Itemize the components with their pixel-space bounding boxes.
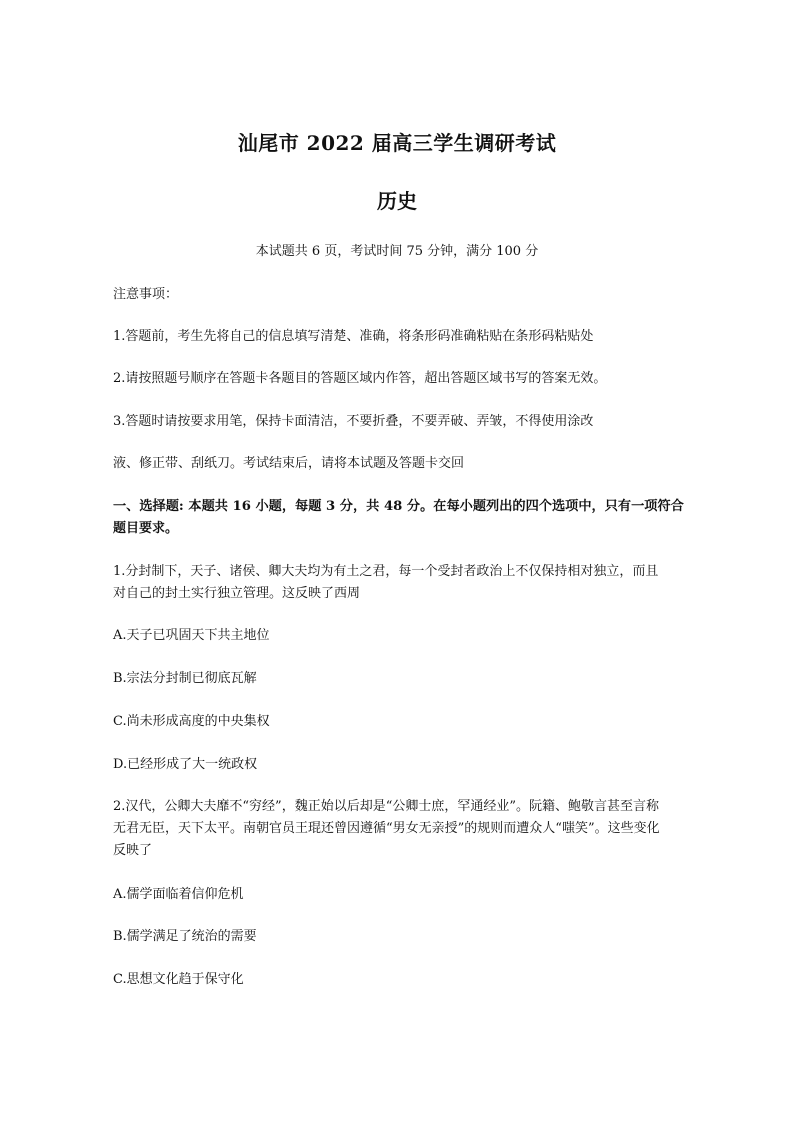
- question-1-stem-line2: 对自己的封土实行独立管理。这反映了西周: [113, 586, 361, 601]
- question-2-stem-line2: 无君无臣，天下太平。南朝官员王琨还曾因遵循“男女无亲授”的规则而遭众人“嗤笑”。这些变化: [113, 821, 660, 836]
- note-item-3-continued: 液、修正带、刮纸刀。考试结束后，请将本试题及答题卡交回: [113, 456, 465, 471]
- exam-info: 本试题共 6 页，考试时间 75 分钟，满分 100 分: [255, 244, 539, 259]
- question-2-option-c: C.思想文化趋于保守化: [113, 972, 244, 987]
- section-heading-line1: 一、选择题: 本题共 16 小题，每题 3 分，共 48 分。在每小题列出的四个选项中，只有一项符合: [113, 499, 684, 514]
- question-2-option-a: A.儒学面临着信仰危机: [113, 887, 244, 902]
- notes-heading: 注意事项：: [113, 287, 179, 302]
- exam-title: 汕尾市 2022 届高三学生调研考试: [237, 131, 557, 155]
- question-1-option-d: D.已经形成了大一统政权: [113, 757, 258, 772]
- note-item-1: 1.答题前，考生先将自己的信息填写清楚、准确，将条形码准确粘贴在条形码粘贴处: [113, 329, 594, 344]
- question-1-option-b: B.宗法分封制已彻底瓦解: [113, 671, 257, 686]
- note-item-2: 2.请按照题号顺序在答题卡各题目的答题区域内作答，超出答题区域书写的答案无效。: [113, 371, 607, 386]
- question-1-option-a: A.天子已巩固天下共主地位: [113, 628, 270, 643]
- question-2-stem-line1: 2.汉代，公卿大夫靡不“穷经”，魏正始以后却是“公卿士庶，罕通经业”。阮籍、鲍敬言甚至言称: [113, 799, 659, 814]
- question-1-option-c: C.尚未形成高度的中央集权: [113, 714, 270, 729]
- exam-subject: 历史: [377, 189, 417, 213]
- question-2-stem-line3: 反映了: [113, 843, 153, 858]
- note-item-3: 3.答题时请按要求用笔，保持卡面清洁，不要折叠，不要弄破、弄皱，不得使用涂改: [113, 414, 594, 429]
- section-heading-line2: 题目要求。: [113, 521, 179, 536]
- question-2-option-b: B.儒学满足了统治的需要: [113, 929, 257, 944]
- question-1-stem-line1: 1.分封制下，天子、诸侯、卿大夫均为有土之君，每一个受封者政治上不仅保持相对独立，而且: [113, 564, 659, 579]
